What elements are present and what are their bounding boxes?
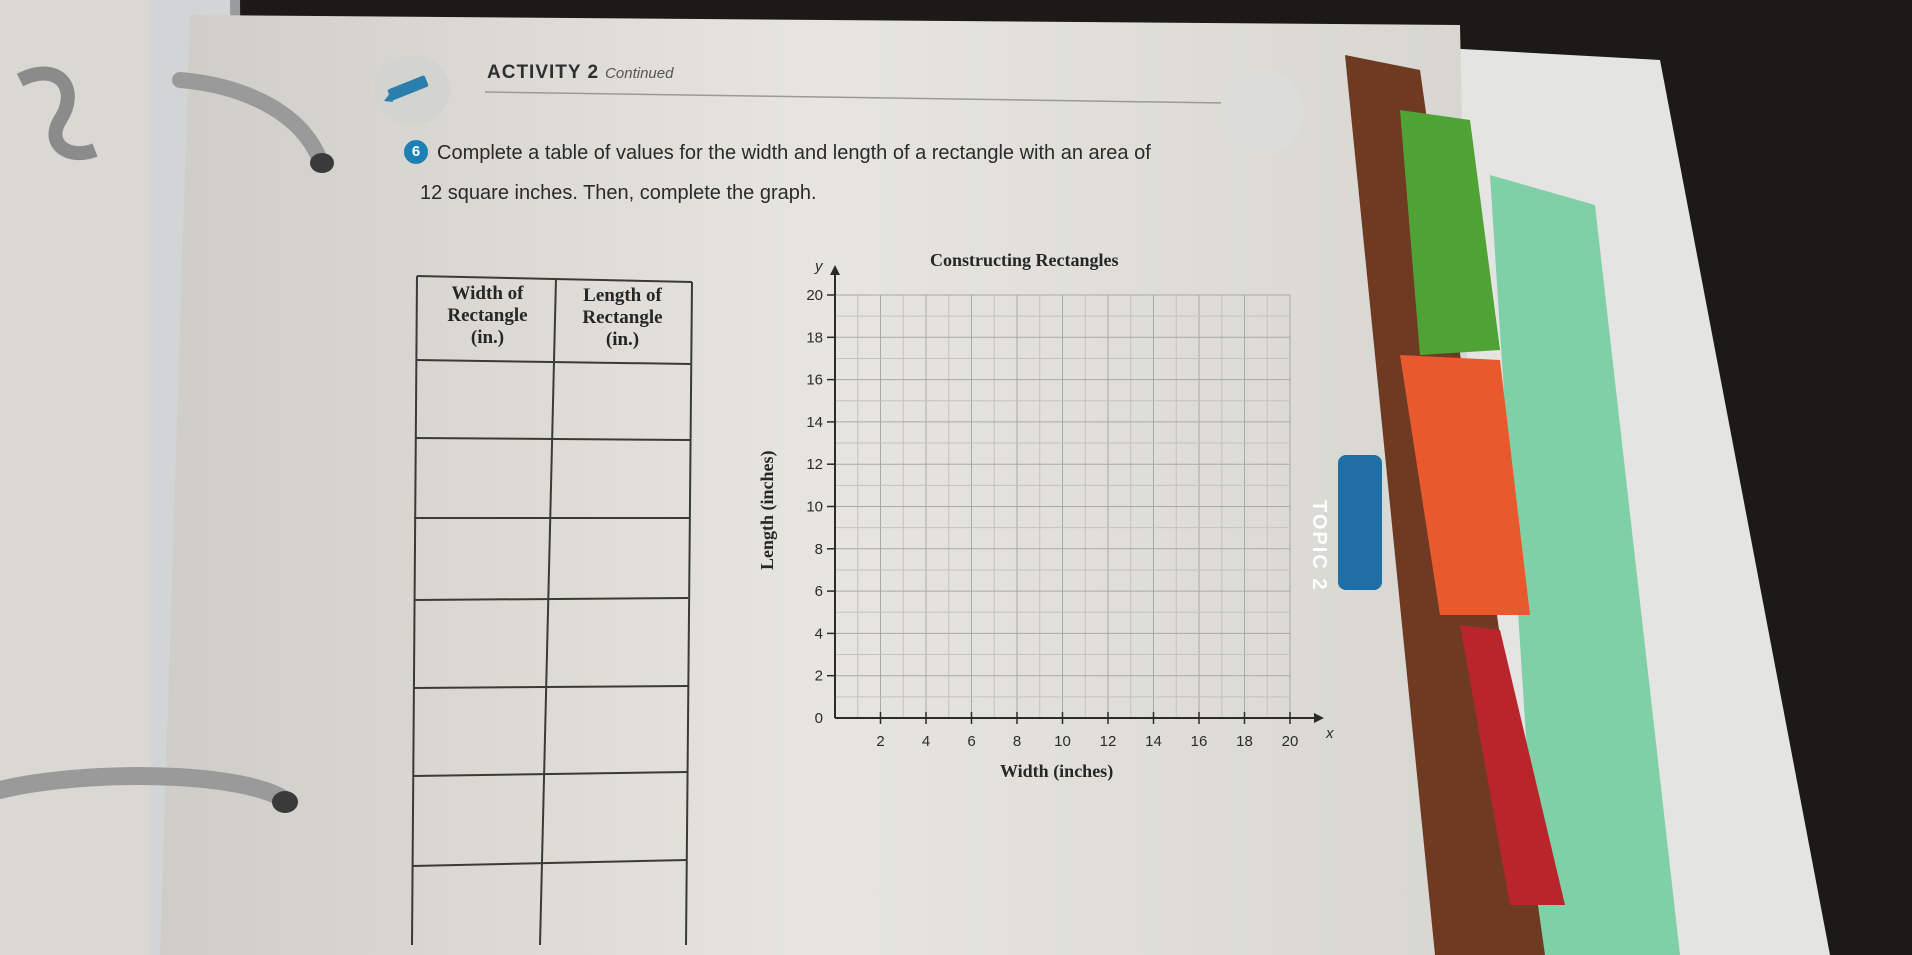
y-tick-label: 2 xyxy=(814,667,823,685)
x-axis-label: Width (inches) xyxy=(1000,761,1114,781)
y-tick-label: 12 xyxy=(806,456,823,474)
chart-title: Constructing Rectangles xyxy=(930,250,1119,270)
x-tick-label: 6 xyxy=(967,733,976,750)
x-tick-label: 16 xyxy=(1190,733,1208,750)
chart-axes xyxy=(814,258,1334,742)
y-tick-label: 10 xyxy=(806,498,823,516)
x-tick-label: 10 xyxy=(1054,733,1071,750)
y-tick-label: 18 xyxy=(806,329,823,347)
y-tick-label: 0 xyxy=(814,710,823,727)
table-header-width-line1: Width of xyxy=(451,283,524,304)
topic-tab-label: TOPIC 2 xyxy=(1308,500,1330,592)
question-number-badge: 6 xyxy=(404,140,428,164)
y-tick-label: 4 xyxy=(814,625,823,643)
y-tick-label: 6 xyxy=(814,583,823,601)
y-tick-label: 20 xyxy=(806,287,823,304)
table-header-length-line1: Length of xyxy=(583,285,662,306)
x-tick-label: 2 xyxy=(876,733,885,750)
y-axis-label: Length (inches) xyxy=(757,450,777,570)
activity-subtitle: Continued xyxy=(605,65,674,82)
activity-title-text: ACTIVITY 2 xyxy=(487,62,600,83)
x-axis-symbol: x xyxy=(1326,725,1334,742)
x-tick-label: 4 xyxy=(921,733,931,750)
x-tick-label: 12 xyxy=(1099,733,1117,750)
x-tick-label: 14 xyxy=(1145,733,1162,750)
chart-grid xyxy=(835,295,1290,718)
table-header-length-line3: (in.) xyxy=(605,329,640,350)
question-text-line2: 12 square inches. Then, complete the graph. xyxy=(420,182,817,204)
table-header-width-line2: Rectangle xyxy=(447,305,528,326)
y-axis-symbol: y xyxy=(815,258,823,275)
x-tick-label: 8 xyxy=(1012,733,1022,750)
table-header-length-line2: Rectangle xyxy=(582,307,663,328)
y-tick-label: 8 xyxy=(814,540,823,558)
x-tick-label: 18 xyxy=(1236,733,1253,750)
table-header-width-line3: (in.) xyxy=(470,327,505,348)
y-axis-arrow xyxy=(830,265,840,275)
x-axis-arrow xyxy=(1314,713,1324,723)
y-tick-label: 14 xyxy=(806,413,823,431)
y-tick-label: 16 xyxy=(806,371,823,389)
x-tick-label: 20 xyxy=(1281,733,1299,750)
question-text-line1: Complete a table of values for the width and length of a rectangle with an area of xyxy=(437,142,1151,164)
